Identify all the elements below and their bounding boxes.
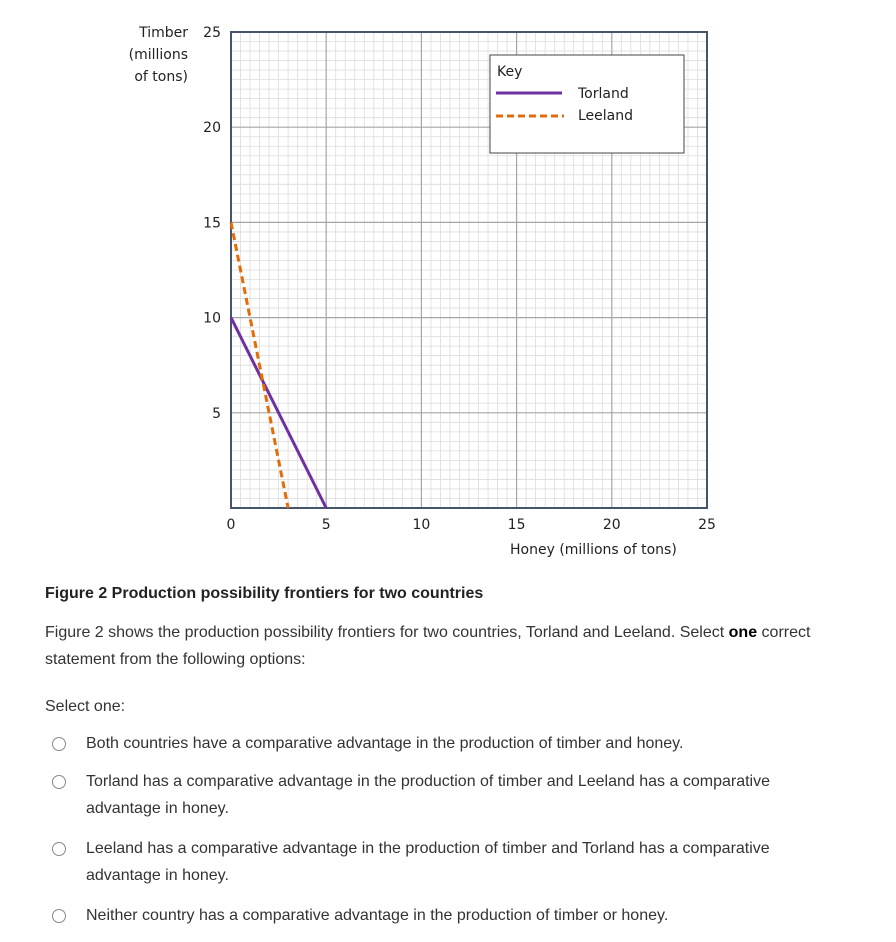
legend-leeland-label: Leeland — [578, 108, 634, 124]
y-tick-label: 15 — [203, 215, 221, 232]
answer-option-4[interactable] — [52, 905, 836, 929]
figure-caption: Figure 2 Production possibility frontiers for two countries — [45, 585, 484, 602]
y-axis-label-line: of tons) — [134, 69, 188, 85]
x-tick-labels — [227, 517, 716, 533]
answer-option-text: Leeland has a comparative advantage in the production of timber and Torland has a comparative advantage in honey. — [86, 840, 770, 884]
y-tick-label: 20 — [203, 120, 221, 137]
x-axis-label: Honey (millions of tons) — [510, 542, 677, 558]
answer-option-1[interactable] — [52, 733, 836, 757]
y-axis-label — [118, 22, 188, 88]
answer-option-text: Neither country has a comparative advantage in the production of timber or honey. — [86, 907, 669, 924]
legend-torland-label: Torland — [578, 86, 629, 102]
select-one-label: Select one: — [45, 698, 126, 715]
question-text — [45, 619, 855, 673]
answer-option-text: Both countries have a comparative advantage in the production of timber and honey. — [86, 735, 684, 752]
radio-button[interactable] — [52, 842, 66, 856]
legend-title: Key — [497, 64, 523, 80]
x-tick-label: 0 — [226, 517, 236, 533]
y-axis-label-line: Timber — [139, 25, 188, 41]
y-tick-label: 25 — [203, 25, 221, 41]
radio-button[interactable] — [52, 737, 66, 751]
x-tick-label: 25 — [698, 517, 716, 533]
legend — [490, 55, 684, 153]
question-text-end: correct statement from the following options: — [45, 624, 811, 668]
question-text-start: Figure 2 shows the production possibility frontiers for two countries, Torland and Leeland. Select — [45, 624, 729, 641]
answer-option-text: Torland has a comparative advantage in the production of timber and Leeland has a comparative advantage in honey. — [86, 773, 770, 817]
x-tick-label: 10 — [412, 517, 431, 533]
y-tick-labels — [203, 25, 221, 422]
answer-option-3[interactable] — [52, 838, 836, 889]
y-tick-label: 5 — [212, 405, 221, 422]
x-tick-label: 20 — [602, 517, 621, 533]
radio-button[interactable] — [52, 909, 66, 923]
y-axis-label-line: (millions — [128, 47, 188, 63]
radio-button[interactable] — [52, 775, 66, 789]
y-tick-label: 10 — [203, 310, 221, 327]
answer-option-2[interactable] — [52, 771, 836, 822]
x-tick-label: 5 — [321, 517, 331, 533]
x-tick-label: 15 — [507, 517, 526, 533]
question-text-emphasis: one — [728, 624, 758, 641]
